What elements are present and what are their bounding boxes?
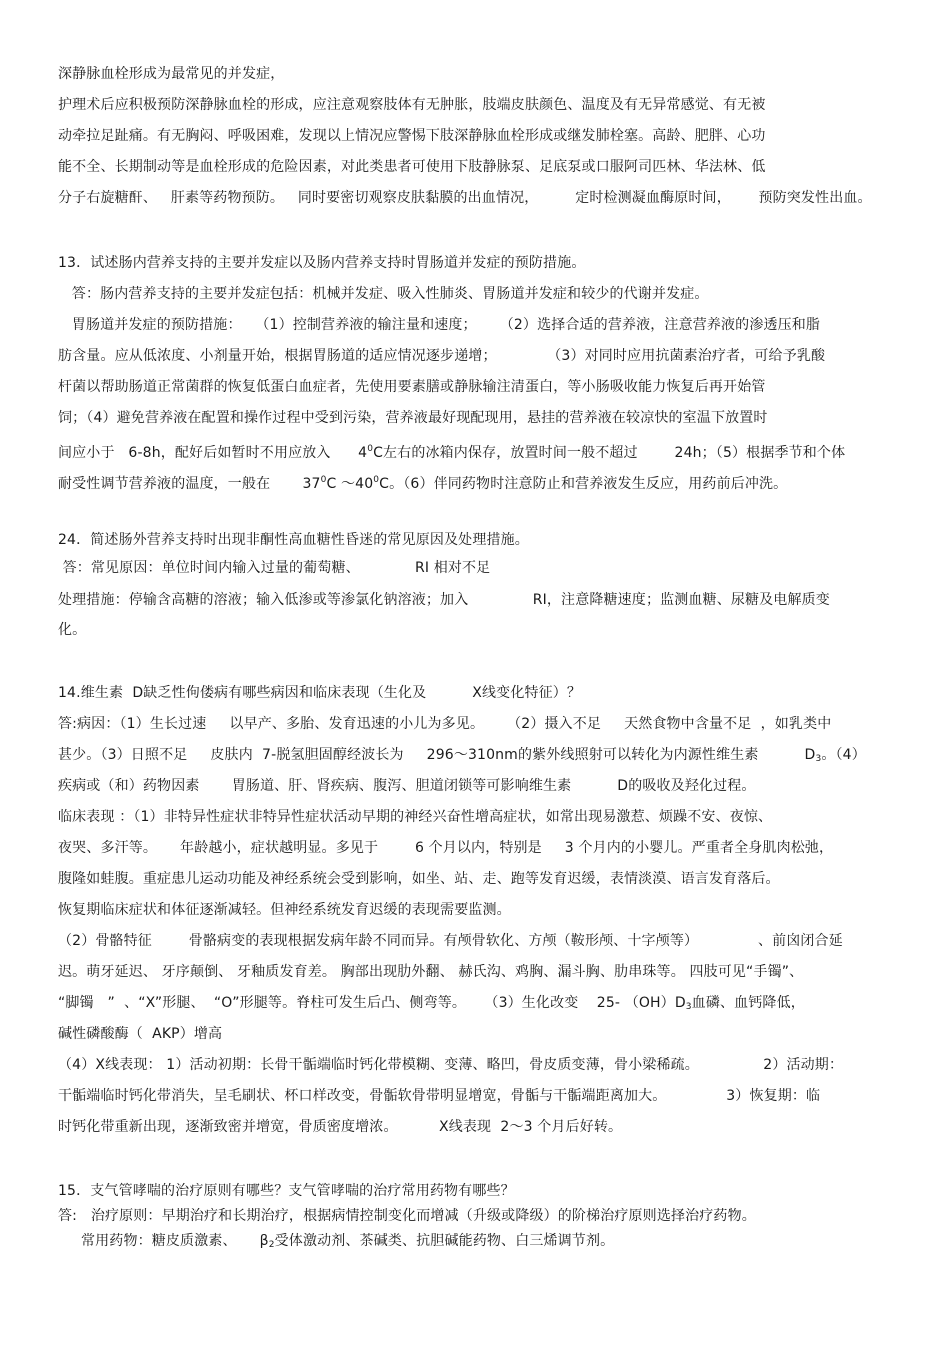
q14-line-7: 恢复期临床症状和体征逐渐减轻。但神经系统发育迟缓的表现需要监测。 <box>58 902 511 918</box>
q13-line-3: 肪含量。应从低浓度、小剂量开始，根据胃肠道的适应情况逐步递增； （3）对同时应用抗菌素治疗者，可给予乳酸 <box>58 348 826 364</box>
q14-line-1: 答:病因：（1）生长过速 以早产、多胎、发育迅速的小儿为多见。 （2）摄入不足 天然食物中含量不足 ，如乳类中 <box>58 716 832 732</box>
q15-title: 15．支气管哮喘的治疗原则有哪些？支气管哮喘的治疗常用药物有哪些？ <box>58 1183 515 1199</box>
dvt-line-4: 能不全、长期制动等是血栓形成的危险因素，对此类患者可使用下肢静脉泵、足底泵或口服阿司匹林、华法林、低 <box>58 159 766 175</box>
q14-line-12: （4）X线表现： 1）活动初期：长骨干骺端临时钙化带模糊、变薄、略凹，骨皮质变薄，骨小梁稀疏。 2）活动期： <box>58 1057 844 1073</box>
q14-line-2: 甚少。（3）日照不足 皮肤内 7-脱氢胆固醇经波长为 296～310nm的紫外线照射可以转化为内源性维生素 $D_3$。（4） <box>58 747 866 764</box>
q13-line-7: 耐受性调节营养液的温度，一般在 $37^0C$ $\sim 40^0C$。（6）伴同药物时注意防止和营养液发生反应，用药前后冲洗。 <box>58 475 788 492</box>
q15-line-2: 常用药物：糖皮质激素、 $\beta_2$受体激动剂、茶碱类、抗胆碱能药物、白三烯调节剂。 <box>58 1233 615 1250</box>
q14-line-9: 迟。萌牙延迟、 牙序颠倒、 牙釉质发育差。 胸部出现肋外翻、 赫氏沟、鸡胸、漏斗胸、肋串珠等。 四肢可见“手镯”、 <box>58 964 804 980</box>
q13-line-1: 答：肠内营养支持的主要并发症包括：机械并发症、吸入性肺炎、胃肠道并发症和较少的代谢并发症。 <box>58 286 709 302</box>
q14-line-4: 临床表现 ：（1）非特异性症状非特异性症状活动早期的神经兴奋性增高症状，如常出现易激惹、烦躁不安、夜惊、 <box>58 809 773 825</box>
dvt-line-2: 护理术后应积极预防深静脉血栓的形成，应注意观察肢体有无肿胀，肢端皮肤颜色、温度及有无异常感觉、有无被 <box>58 97 766 113</box>
q14-line-14: 时钙化带重新出现，逐渐致密并增宽，骨质密度增浓。 X线表现 2～3 个月后好转。 <box>58 1119 623 1135</box>
q13-line-5: 饲；（4）避免营养液在配置和操作过程中受到污染，营养液最好现配现用，悬挂的营养液在较凉快的室温下放置时 <box>58 410 768 426</box>
q14-line-3: 疾病或（和）药物因素 胃肠道、肝、肾疾病、腹泻、胆道闭锁等可影响维生素 D的吸收及羟化过程。 <box>58 778 756 794</box>
q14-title: 14.维生素 D缺乏性佝偻病有哪些病因和临床表现（生化及 X线变化特征）？ <box>58 685 582 701</box>
q24-line-2: 处理措施：停输含高糖的溶液；输入低渗或等渗氯化钠溶液；加入 RI，注意降糖速度；监测血糖、尿糖及电解质变 <box>58 592 830 608</box>
dvt-line-5: 分子右旋糖酐、 肝素等药物预防。 同时要密切观察皮肤黏膜的出血情况， 定时检测凝血酶原时间， 预防突发性出血。 <box>58 190 872 206</box>
q14-line-11: 碱性磷酸酶（ AKP）增高 <box>58 1026 223 1042</box>
q24-line-1: 答：常见原因：单位时间内输入过量的葡萄糖、 RI 相对不足 <box>58 560 491 576</box>
q13-line-2: 胃肠道并发症的预防措施： （1）控制营养液的输注量和速度； （2）选择合适的营养液，注意营养液的渗透压和脂 <box>58 317 821 333</box>
q15-line-1: 答: 治疗原则：早期治疗和长期治疗，根据病情控制变化而增减（升级或降级）的阶梯治疗原则选择治疗药物。 <box>58 1208 756 1224</box>
q14-line-5: 夜哭、多汗等。 年龄越小，症状越明显。多见于 6 个月以内，特别是 3 个月内的小婴儿。严重者全身肌肉松弛， <box>58 840 834 856</box>
dvt-line-3: 动牵拉足趾痛。有无胸闷、呼吸困难，发现以上情况应警惕下肢深静脉血栓形成或继发肺栓塞。高龄、肥胖、心功 <box>58 128 766 144</box>
q13-line-4: 杆菌以帮助肠道正常菌群的恢复低蛋白血症者，先使用要素膳或静脉输注清蛋白，等小肠吸收能力恢复后再开始管 <box>58 379 766 395</box>
q14-line-8: （2）骨骼特征 骨骼病变的表现根据发病年龄不同而异。有颅骨软化、方颅（鞍形颅、十字颅等） 、前囟闭合延 <box>58 933 843 949</box>
q13-title: 13．试述肠内营养支持的主要并发症以及肠内营养支持时胃肠道并发症的预防措施。 <box>58 255 586 271</box>
q24-line-3: 化。 <box>58 622 87 638</box>
q24-title: 24．简述肠外营养支持时出现非酮性高血糖性昏迷的常见原因及处理措施。 <box>58 532 529 548</box>
q14-line-10: “脚镯 ” 、“X”形腿、 “O”形腿等。脊柱可发生后凸、侧弯等。 （3）生化改变 25- $(OH)D_3$血磷、血钙降低， <box>58 995 805 1012</box>
q14-line-13: 干骺端临时钙化带消失，呈毛刷状、杯口样改变，骨骺软骨带明显增宽，骨骺与干骺端距离加大。 3）恢复期：临 <box>58 1088 821 1104</box>
dvt-line-1: 深静脉血栓形成为最常见的并发症， <box>58 66 285 82</box>
q14-line-6: 腹隆如蛙腹。重症患儿运动功能及神经系统会受到影响，如坐、站、走、跑等发育迟缓，表情淡漠、语言发育落后。 <box>58 871 780 887</box>
q13-line-6: 间应小于 6-8h，配好后如暂时不用应放入 $4^0C$左右的冰箱内保存，放置时间一般不超过 24h；（5）根据季节和个体 <box>58 444 846 461</box>
